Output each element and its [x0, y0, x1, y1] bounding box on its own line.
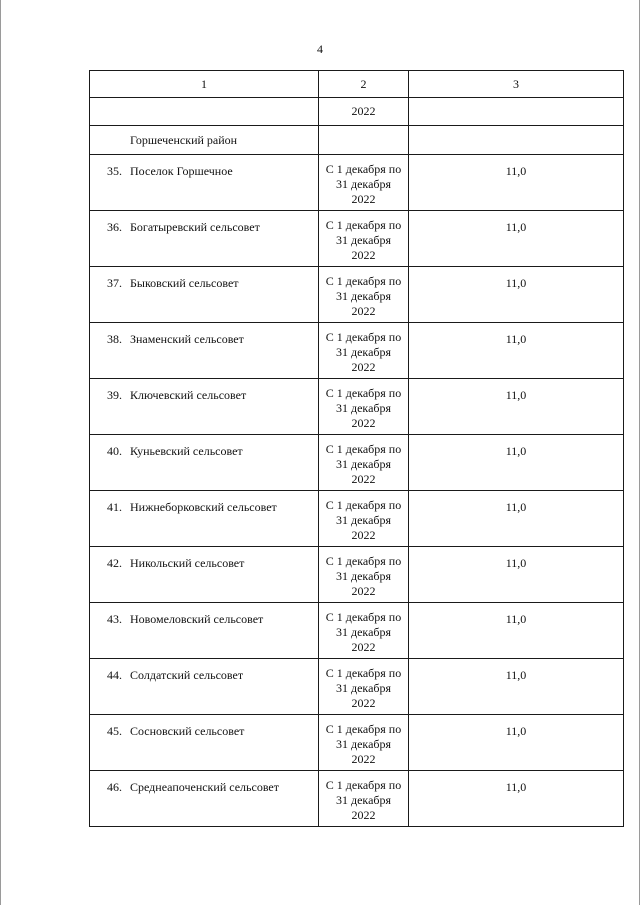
period-line-3: 2022: [351, 808, 376, 822]
settlement-name: Поселок Горшечное: [130, 164, 233, 178]
table-row: [90, 379, 624, 435]
period-line-2: 31 декабря: [335, 569, 392, 583]
period-cell: [319, 435, 409, 491]
value-cell: [409, 771, 624, 827]
period-line-2: 31 декабря: [335, 289, 392, 303]
period-line-3: 2022: [351, 304, 376, 318]
row-number: 40.: [107, 444, 122, 458]
row-number: 43.: [107, 612, 122, 626]
row-number: 39.: [107, 388, 122, 402]
table-row: [90, 323, 624, 379]
period-cell: [319, 603, 409, 659]
period-line-3: 2022: [351, 416, 376, 430]
period-line-2: 31 декабря: [335, 737, 392, 751]
header-col-3: 3: [409, 71, 624, 98]
table-row: [90, 659, 624, 715]
row-number: 44.: [107, 668, 122, 682]
period-line-1: С 1 декабря по: [325, 330, 402, 344]
row-number: 42.: [107, 556, 122, 570]
settlement-name: Среднеапоченский сельсовет: [130, 780, 279, 794]
value-cell: [409, 379, 624, 435]
settlement-name: Солдатский сельсовет: [130, 668, 244, 682]
period-cell: [319, 379, 409, 435]
table-row: [90, 155, 624, 211]
table-row: [90, 491, 624, 547]
period-line-2: 31 декабря: [335, 793, 392, 807]
period-line-3: 2022: [351, 248, 376, 262]
period-line-2: 31 декабря: [335, 177, 392, 191]
period-line-1: С 1 декабря по: [325, 386, 402, 400]
settlement-name: Богатыревский сельсовет: [130, 220, 260, 234]
period-line-2: 31 декабря: [335, 233, 392, 247]
rate-value: 11,0: [505, 612, 527, 626]
district-empty-3: [409, 126, 624, 155]
period-line-3: 2022: [351, 640, 376, 654]
row-number: 46.: [107, 780, 122, 794]
rate-value: 11,0: [505, 220, 527, 234]
period-line-3: 2022: [351, 528, 376, 542]
row-number: 35.: [107, 164, 122, 178]
period-line-3: 2022: [351, 584, 376, 598]
period-line-2: 31 декабря: [335, 681, 392, 695]
settlement-name: Ключевский сельсовет: [130, 388, 247, 402]
rate-value: 11,0: [505, 444, 527, 458]
period-line-3: 2022: [351, 752, 376, 766]
settlement-cell: [90, 603, 319, 659]
header-col-2: 2: [319, 71, 409, 98]
settlement-name: Сосновский сельсовет: [130, 724, 245, 738]
period-line-2: 31 декабря: [335, 513, 392, 527]
rate-value: 11,0: [505, 780, 527, 794]
value-cell: [409, 211, 624, 267]
district-row: [90, 126, 624, 155]
table-row: [90, 547, 624, 603]
value-cell: [409, 155, 624, 211]
period-cell: [319, 267, 409, 323]
period-line-3: 2022: [351, 472, 376, 486]
settlement-name: Куньевский сельсовет: [130, 444, 243, 458]
scan-edge-left: [0, 0, 1, 905]
period-cell: [319, 491, 409, 547]
table-header-row: [90, 71, 624, 98]
year-cell: 2022: [319, 98, 409, 126]
period-cell: [319, 211, 409, 267]
period-line-1: С 1 декабря по: [325, 610, 402, 624]
settlement-name: Новомеловский сельсовет: [130, 612, 264, 626]
period-line-3: 2022: [351, 696, 376, 710]
year-row-empty-3: [409, 98, 624, 126]
period-cell: [319, 155, 409, 211]
table-row: [90, 435, 624, 491]
period-line-1: С 1 декабря по: [325, 162, 402, 176]
year-row-empty-1: [90, 98, 319, 126]
period-cell: [319, 547, 409, 603]
settlement-cell: [90, 771, 319, 827]
settlement-cell: [90, 211, 319, 267]
period-line-2: 31 декабря: [335, 345, 392, 359]
period-line-1: С 1 декабря по: [325, 218, 402, 232]
settlement-cell: [90, 659, 319, 715]
settlement-cell: [90, 547, 319, 603]
row-number: 37.: [107, 276, 122, 290]
table-row: [90, 267, 624, 323]
settlement-cell: [90, 379, 319, 435]
settlement-cell: [90, 323, 319, 379]
table-row: [90, 771, 624, 827]
page-number: 4: [317, 42, 323, 56]
table-row: [90, 715, 624, 771]
rate-value: 11,0: [505, 164, 527, 178]
settlement-cell: [90, 491, 319, 547]
table-row: [90, 211, 624, 267]
value-cell: [409, 715, 624, 771]
period-cell: [319, 323, 409, 379]
period-line-2: 31 декабря: [335, 457, 392, 471]
table-row: [90, 603, 624, 659]
period-line-1: С 1 декабря по: [325, 722, 402, 736]
period-line-3: 2022: [351, 192, 376, 206]
settlement-name: Нижнеборковский сельсовет: [130, 500, 277, 514]
row-number: 36.: [107, 220, 122, 234]
district-empty-2: [319, 126, 409, 155]
period-cell: [319, 715, 409, 771]
value-cell: [409, 491, 624, 547]
period-line-1: С 1 декабря по: [325, 274, 402, 288]
row-number: 38.: [107, 332, 122, 346]
settlement-cell: [90, 435, 319, 491]
value-cell: [409, 267, 624, 323]
settlement-name: Знаменский сельсовет: [130, 332, 244, 346]
value-cell: [409, 323, 624, 379]
value-cell: [409, 435, 624, 491]
settlement-cell: [90, 715, 319, 771]
period-cell: [319, 659, 409, 715]
period-line-2: 31 декабря: [335, 625, 392, 639]
period-cell: [319, 771, 409, 827]
value-cell: [409, 603, 624, 659]
value-cell: [409, 659, 624, 715]
rate-value: 11,0: [505, 500, 527, 514]
year-row: [90, 98, 624, 126]
rate-value: 11,0: [505, 724, 527, 738]
rate-value: 11,0: [505, 276, 527, 290]
period-line-1: С 1 декабря по: [325, 778, 402, 792]
period-line-1: С 1 декабря по: [325, 498, 402, 512]
period-line-1: С 1 декабря по: [325, 666, 402, 680]
settlement-name: Быковский сельсовет: [130, 276, 239, 290]
rate-value: 11,0: [505, 332, 527, 346]
settlement-cell: [90, 155, 319, 211]
header-col-1: 1: [90, 71, 319, 98]
row-number: 41.: [107, 500, 122, 514]
row-number: 45.: [107, 724, 122, 738]
value-cell: [409, 547, 624, 603]
settlement-cell: [90, 267, 319, 323]
period-line-3: 2022: [351, 360, 376, 374]
period-line-1: С 1 декабря по: [325, 442, 402, 456]
period-line-1: С 1 декабря по: [325, 554, 402, 568]
rate-value: 11,0: [505, 668, 527, 682]
rate-value: 11,0: [505, 556, 527, 570]
district-name: Горшеченский район: [90, 126, 319, 155]
rate-value: 11,0: [505, 388, 527, 402]
settlement-name: Никольский сельсовет: [130, 556, 245, 570]
period-line-2: 31 декабря: [335, 401, 392, 415]
tariff-table: [89, 70, 624, 827]
